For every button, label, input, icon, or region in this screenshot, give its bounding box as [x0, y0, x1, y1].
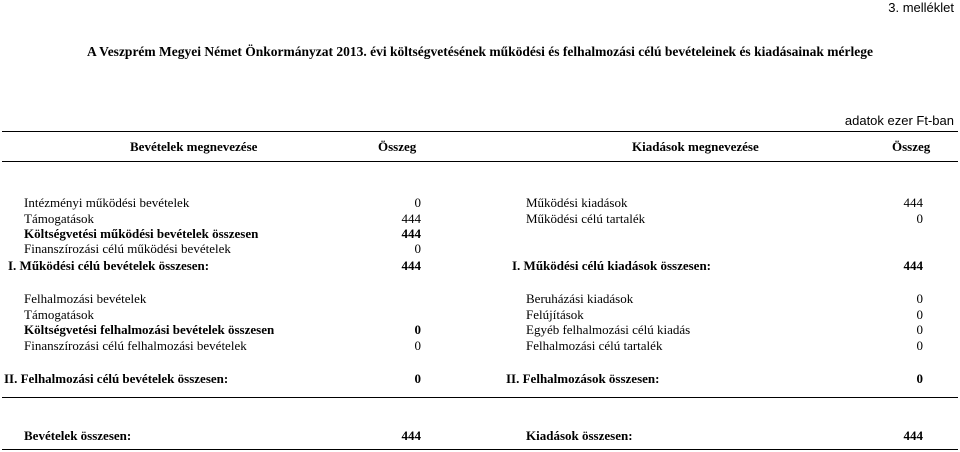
row-amount: 444 — [401, 211, 421, 226]
total-label: I. Működési célú bevételek összesen: — [8, 258, 210, 273]
grand-total-bottom-rule — [2, 449, 958, 450]
table-row — [24, 307, 421, 323]
header-top-rule — [2, 131, 958, 132]
total-amount: 0 — [414, 371, 421, 386]
table-row — [24, 322, 421, 338]
row-amount: 444 — [401, 226, 421, 241]
row-amount: 0 — [916, 211, 923, 226]
row-label: Működési kiadások — [526, 195, 628, 210]
header-bottom-rule — [2, 161, 958, 162]
table-row — [526, 307, 923, 323]
income-amount-header: Összeg — [378, 139, 417, 154]
row-amount: 0 — [414, 338, 421, 353]
row-label: Intézményi működési bevételek — [24, 195, 190, 210]
row-label: Egyéb felhalmozási célú kiadás — [526, 322, 691, 337]
grand-income-total — [24, 428, 421, 444]
row-amount: 0 — [916, 338, 923, 353]
capital-expense-total — [506, 371, 923, 387]
row-label: Támogatások — [24, 307, 95, 322]
table-row — [24, 291, 421, 307]
document-title: A Veszprém Megyei Német Önkormányzat 2013. évi költségvetésének működési és felhalmozási célú bevételeinek és kiadásainak mérlege — [87, 44, 873, 59]
row-label: Finanszírozási célú működési bevételek — [24, 241, 231, 256]
table-row — [526, 322, 923, 338]
row-label: Finanszírozási célú felhalmozási bevételek — [24, 338, 247, 353]
row-label: Felhalmozási bevételek — [24, 291, 147, 306]
row-amount: 444 — [903, 195, 923, 210]
unit-note: adatok ezer Ft-ban — [844, 113, 954, 128]
expense-name-header: Kiadások megnevezése — [632, 139, 759, 154]
total-label: Bevételek összesen: — [24, 428, 132, 443]
row-amount: 0 — [414, 322, 421, 337]
table-row — [24, 241, 421, 257]
operating-expense-total — [512, 258, 923, 274]
total-amount: 444 — [401, 258, 421, 273]
row-amount: 0 — [916, 307, 923, 322]
table-row — [24, 211, 421, 227]
total-amount: 0 — [916, 371, 923, 386]
row-label: Támogatások — [24, 211, 95, 226]
row-amount: 0 — [916, 291, 923, 306]
table-row — [24, 226, 421, 242]
table-row — [526, 195, 923, 211]
row-label: Költségvetési működési bevételek összesen — [24, 226, 259, 241]
row-label: Felhalmozási célú tartalék — [526, 338, 663, 353]
grand-total-top-rule — [2, 397, 958, 398]
total-label: I. Működési célú kiadások összesen: — [512, 258, 711, 273]
row-label: Felújítások — [526, 307, 584, 322]
table-row — [526, 338, 923, 354]
total-label: II. Felhalmozások összesen: — [506, 371, 660, 386]
total-label: Kiadások összesen: — [526, 428, 633, 443]
total-amount: 444 — [401, 428, 421, 443]
table-row — [24, 338, 421, 354]
annex-label: 3. melléklet — [888, 0, 954, 15]
total-amount: 444 — [903, 428, 923, 443]
table-row — [526, 291, 923, 307]
table-row — [526, 211, 923, 227]
row-amount: 0 — [916, 322, 923, 337]
row-amount: 0 — [414, 241, 421, 256]
table-row — [24, 195, 421, 211]
row-amount: 0 — [414, 195, 421, 210]
total-amount: 444 — [903, 258, 923, 273]
row-label: Működési célú tartalék — [526, 211, 646, 226]
capital-income-total — [4, 371, 421, 387]
total-label: II. Felhalmozási célú bevételek összesen: — [4, 371, 229, 386]
row-label: Költségvetési felhalmozási bevételek összesen — [24, 322, 275, 337]
grand-expense-total — [526, 428, 923, 444]
operating-income-total — [8, 258, 421, 274]
expense-amount-header: Összeg — [892, 139, 931, 154]
row-label: Beruházási kiadások — [526, 291, 634, 306]
income-name-header: Bevételek megnevezése — [130, 139, 258, 154]
